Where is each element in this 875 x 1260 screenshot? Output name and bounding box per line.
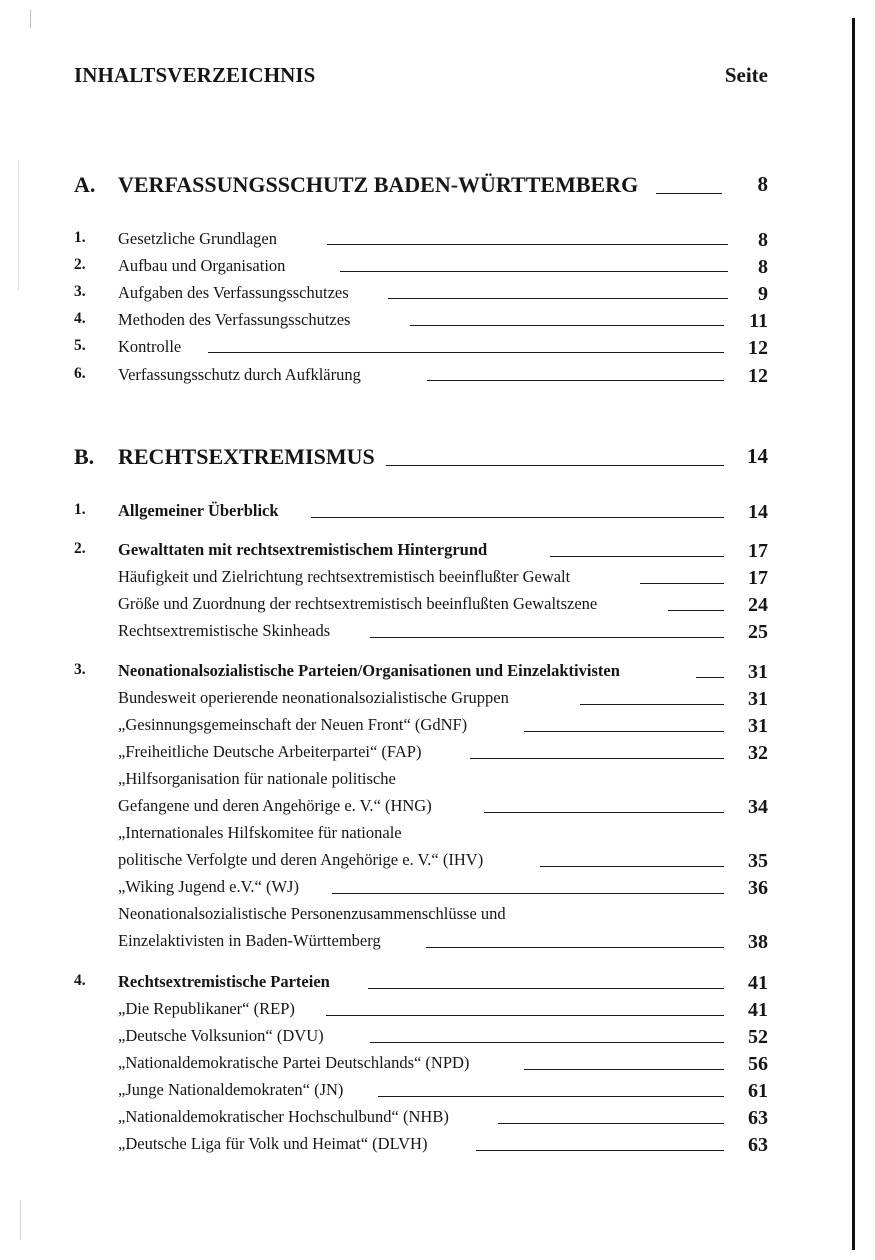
toc-entry-line1 [74,769,768,793]
dot-leader [484,812,724,813]
page-number: 31 [748,715,768,737]
entry-title: Einzelaktivisten in Baden-Württemberg [118,931,381,950]
item-number: 3. [74,661,86,678]
toc-item [74,283,768,307]
item-title: Verfassungsschutz durch Aufklärung [118,365,361,384]
entry-title: Rechtsextremistische Skinheads [118,621,331,640]
page-number: 63 [748,1107,768,1129]
toc-entry [74,1080,768,1104]
toc-group-heading [74,540,768,564]
section-heading-b [74,444,768,474]
item-number: 1. [74,229,86,246]
item-title: Aufbau und Organisation [118,256,286,275]
page-number: 8 [757,172,768,196]
dot-leader [476,1150,724,1151]
toc-entry [74,567,768,591]
section-heading-a [74,172,768,202]
page-number: 8 [758,256,768,278]
page-number: 61 [748,1080,768,1102]
toc-item [74,310,768,334]
dot-leader [388,298,728,299]
section-number: A. [74,172,96,197]
entry-title: „Nationaldemokratische Partei Deutschlands“ (NPD) [118,1053,470,1072]
dot-leader [410,325,724,326]
page-number: 14 [748,501,768,523]
entry-title: Häufigkeit und Zielrichtung rechtsextremistisch beeinflußter Gewalt [118,567,571,586]
item-title: Gesetzliche Grundlagen [118,229,277,248]
page-number: 8 [758,229,768,251]
dot-leader [370,637,724,638]
item-number: 2. [74,256,86,273]
item-number: 5. [74,337,86,354]
dot-leader [426,947,724,948]
toc-entry [74,1107,768,1131]
entry-title: „Nationaldemokratischer Hochschulbund“ (NHB) [118,1107,449,1126]
section-title: VERFASSUNGSSCHUTZ BADEN-WÜRTTEMBERG [118,172,639,197]
page-number: 52 [748,1026,768,1048]
item-number: 6. [74,365,86,382]
toc-group-heading [74,501,768,525]
entry-title: „Freiheitliche Deutsche Arbeiterpartei“ (FAP) [118,742,422,761]
scan-mark [20,1200,21,1240]
toc-entry [74,877,768,901]
section-title: RECHTSEXTREMISMUS [118,444,375,469]
toc-entry-line1 [74,823,768,847]
toc-entry [74,796,768,820]
dot-leader [427,380,724,381]
page-number: 34 [748,796,768,818]
page-number: 12 [748,365,768,387]
toc-entry [74,594,768,618]
dot-leader [696,677,724,678]
dot-leader [656,193,722,194]
entry-title: Größe und Zuordnung der rechtsextremistisch beeinflußten Gewaltszene [118,594,598,613]
dot-leader [386,465,724,466]
dot-leader [524,731,724,732]
entry-title: „Die Republikaner“ (REP) [118,999,295,1018]
dot-leader [368,988,724,989]
toc-item [74,256,768,280]
item-number: 4. [74,972,86,989]
page-number: 17 [748,540,768,562]
toc-entry [74,850,768,874]
dot-leader [668,610,724,611]
page-number: 41 [748,999,768,1021]
item-title: Rechtsextremistische Parteien [118,972,330,991]
toc-item [74,229,768,253]
page-number: 36 [748,877,768,899]
toc-entry [74,688,768,712]
toc-item [74,365,768,389]
page-number: 35 [748,850,768,872]
item-title: Neonationalsozialistische Parteien/Organisationen und Einzelaktivisten [118,661,620,680]
toc-entry [74,1134,768,1158]
dot-leader [470,758,724,759]
dot-leader [327,244,728,245]
item-number: 1. [74,501,86,518]
toc-item [74,337,768,361]
dot-leader [540,866,724,867]
item-number: 2. [74,540,86,557]
entry-title: „Wiking Jugend e.V.“ (WJ) [118,877,299,896]
page-number: 11 [749,310,768,332]
toc-entry [74,1026,768,1050]
item-title: Kontrolle [118,337,182,356]
page-number: 14 [747,444,768,468]
page-number: 17 [748,567,768,589]
item-title: Aufgaben des Verfassungsschutzes [118,283,349,302]
toc-entry-line1 [74,904,768,928]
entry-title-line1: Neonationalsozialistische Personenzusammenschlüsse und [118,904,506,923]
page-number: 9 [758,283,768,305]
toc-entry [74,715,768,739]
entry-title: „Deutsche Volksunion“ (DVU) [118,1026,324,1045]
dot-leader [208,352,724,353]
dot-leader [550,556,724,557]
dot-leader [370,1042,724,1043]
toc-title: INHALTSVERZEICHNIS [74,63,316,87]
dot-leader [524,1069,724,1070]
dot-leader [640,583,724,584]
entry-title: Gefangene und deren Angehörige e. V.“ (HNG) [118,796,432,815]
item-number: 4. [74,310,86,327]
page-number: 25 [748,621,768,643]
page-number: 38 [748,931,768,953]
entry-title: „Junge Nationaldemokraten“ (JN) [118,1080,344,1099]
toc-header [74,63,768,91]
section-number: B. [74,444,95,469]
dot-leader [498,1123,724,1124]
page-number: 31 [748,688,768,710]
scan-mark [18,160,19,290]
binder-edge-line [852,18,855,1250]
toc-entry [74,621,768,645]
entry-title: „Deutsche Liga für Volk und Heimat“ (DLVH) [118,1134,428,1153]
entry-title: Bundesweit operierende neonationalsozialistische Gruppen [118,688,509,707]
entry-title-line1: „Internationales Hilfskomitee für nationale [118,823,402,842]
page-column-label: Seite [724,63,768,87]
toc-entry [74,931,768,955]
toc-entry [74,742,768,766]
page-number: 32 [748,742,768,764]
dot-leader [326,1015,724,1016]
item-number: 3. [74,283,86,300]
page-number: 41 [748,972,768,994]
item-title: Methoden des Verfassungsschutzes [118,310,351,329]
dot-leader [332,893,724,894]
dot-leader [340,271,728,272]
toc-entry [74,999,768,1023]
page-number: 63 [748,1134,768,1156]
dot-leader [311,517,724,518]
page-number: 56 [748,1053,768,1075]
toc-entry [74,1053,768,1077]
dot-leader [580,704,724,705]
page-number: 31 [748,661,768,683]
entry-title-line1: „Hilfsorganisation für nationale politische [118,769,396,788]
scan-mark [30,10,31,28]
toc-group-heading [74,972,768,996]
entry-title: politische Verfolgte und deren Angehörige e. V.“ (IHV) [118,850,484,869]
toc-group-heading [74,661,768,685]
item-title: Allgemeiner Überblick [118,501,279,520]
page-number: 24 [748,594,768,616]
page-number: 12 [748,337,768,359]
entry-title: „Gesinnungsgemeinschaft der Neuen Front“ (GdNF) [118,715,468,734]
dot-leader [378,1096,724,1097]
item-title: Gewalttaten mit rechtsextremistischem Hintergrund [118,540,488,559]
